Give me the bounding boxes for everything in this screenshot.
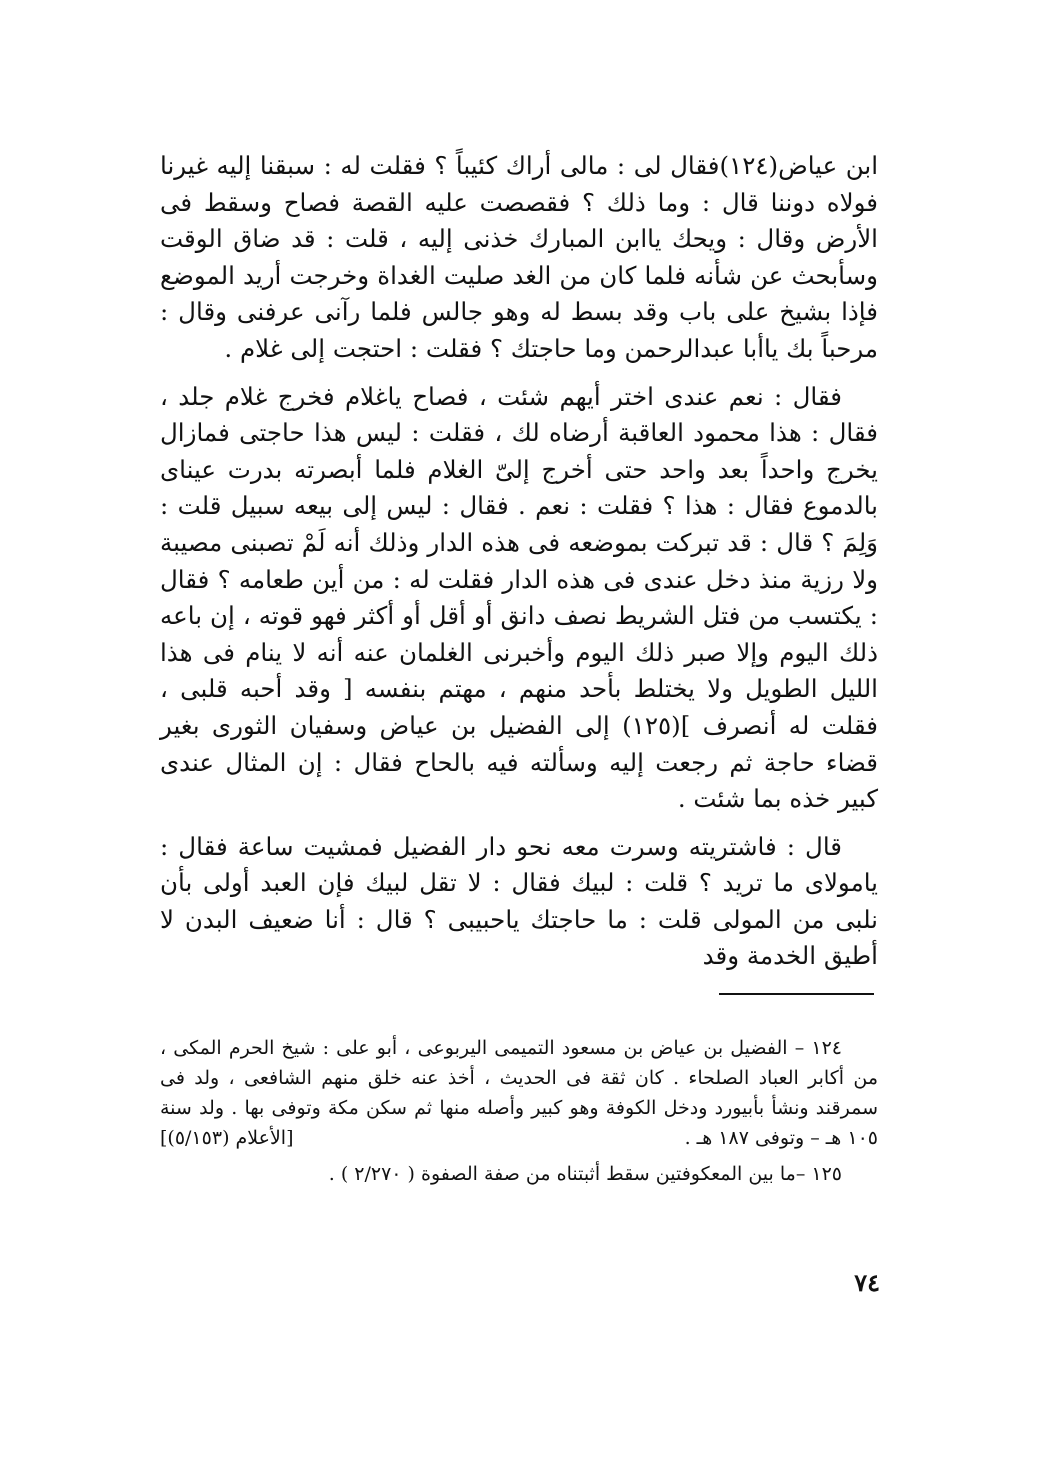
footnote-124-text: ١٢٤ – الفضيل بن عياض بن مسعود التميمى اليربوعى ، أبو على : شيخ الحرم المكى ، من أكابر العباد الصلحاء . كان ثقة فى الحديث ، أخذ عنه خلق منهم الشافعى ، ولد فى سمرقند ونشأ بأبيورد ودخل الكوفة وهو كبير وأصله منها ثم سكن مكة وتوفى بها . ولد سنة ١٠٥ هـ – وتوفى ١٨٧ هـ . [160,1037,878,1149]
footnote-124-source: [الأعلام (٥/١٥٣)] [160,1127,294,1149]
main-text [160,148,878,986]
footnote-124 [160,1033,878,1153]
paragraph-2: فقال : نعم عندى اختر أيهم شئت ، فصاح ياغلام فخرج غلام جلد ، فقال : هذا محمود العاقبة أرضاه لك ، فقلت : ليس هذا حاجتى فمازال يخرج واحداً بعد واحد حتى أخرج إلىّ الغلام فلما أبصرته بدرت عيناى بالدموع فقال : هذا ؟ فقلت : نعم . فقال : ليس إلى بيعه سبيل قلت : وَلِمَ ؟ قال : قد تبركت بموضعه فى هذه الدار وذلك أنه لَمْ تصبنى مصيبة ولا رزية منذ دخل عندى فى هذه الدار فقلت له : من أين طعامه ؟ فقال : يكتسب من فتل الشريط نصف دانق أو أقل أو أكثر فهو قوته ، إن باعه ذلك اليوم وإلا صبر ذلك اليوم وأخبرنى الغلمان عنه أنه لا ينام فى هذا الليل الطويل ولا يختلط بأحد منهم ، مهتم بنفسه [ وقد أحبه قلبى ، فقلت له أنصرف ](١٢٥) إلى الفضيل بن عياض وسفيان الثورى بغير قضاء حاجة ثم رجعت إليه وسألته فيه بالحاح فقال : إن المثال عندى كبير خذه بما شئت . [160,381,878,814]
page-number: ٧٤ [854,1268,880,1297]
paragraph-3: قال : فاشتريته وسرت معه نحو دار الفضيل فمشيت ساعة فقال : يامولاى ما تريد ؟ قلت : لبيك فقال : لا تقل لبيك فإن العبد أولى بأن نلبى من المولى قلت : ما حاجتك ياحبيبى ؟ قال : أنا ضعيف البدن لا أطيق الخدمة وقد [160,831,878,971]
footnote-separator [719,993,874,995]
footnotes [160,1033,878,1195]
paragraph-1: ابن عياض(١٢٤)فقال لى : مالى أراك كئيباً ؟ فقلت له : سبقنا إليه غيرنا فولاه دوننا قال : وما ذلك ؟ فقصصت عليه القصة فصاح وسقط فى الأرض وقال : ويحك ياابن المبارك خذنى إليه ، قلت : قد ضاق الوقت وسأبحث عن شأنه فلما كان من الغد صليت الغداة وخرجت أريد الموضع فإذا بشيخ على باب وقد بسط له وهو جالس فلما رآنى عرفنى وقال : مرحباً بك ياأبا عبدالرحمن وما حاجتك ؟ فقلت : احتجت إلى غلام . [160,151,878,363]
footnote-125: ١٢٥ –ما بين المعكوفتين سقط أثبتناه من صفة الصفوة ( ٢/٢٧٠ ) . [328,1163,842,1185]
